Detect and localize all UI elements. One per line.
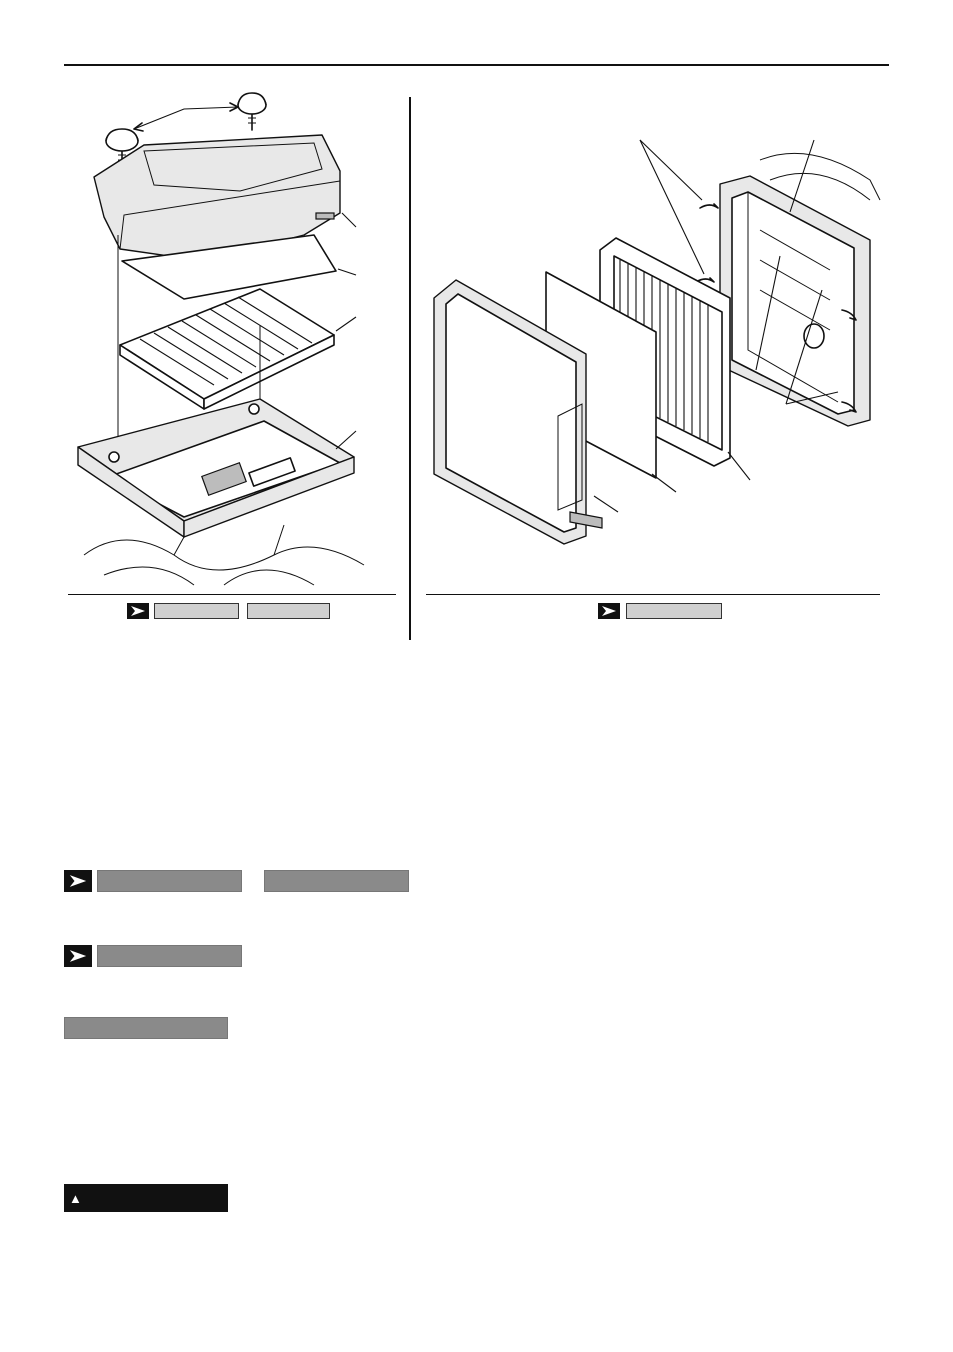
arrow-icon xyxy=(64,945,92,967)
reference-tag xyxy=(247,603,330,619)
reference-tag xyxy=(626,603,722,619)
knob-right xyxy=(238,93,266,130)
header-rule xyxy=(64,64,889,66)
arrow-icon xyxy=(127,603,149,619)
arrow-icon xyxy=(598,603,620,619)
section-tag xyxy=(64,1017,228,1039)
arrow-icon xyxy=(64,870,92,892)
right-exploded-illustration xyxy=(430,140,890,555)
reference-tag xyxy=(154,603,239,619)
reference-tag xyxy=(97,870,242,892)
right-figure-rule xyxy=(426,594,880,595)
reference-tag xyxy=(97,945,242,967)
figure-divider xyxy=(409,97,411,640)
warning-triangle-icon: ▲ xyxy=(69,1190,82,1206)
left-exploded-illustration xyxy=(64,85,404,595)
reference-tag xyxy=(264,870,409,892)
left-figure-rule xyxy=(68,594,396,595)
warning-bar xyxy=(64,1184,228,1212)
